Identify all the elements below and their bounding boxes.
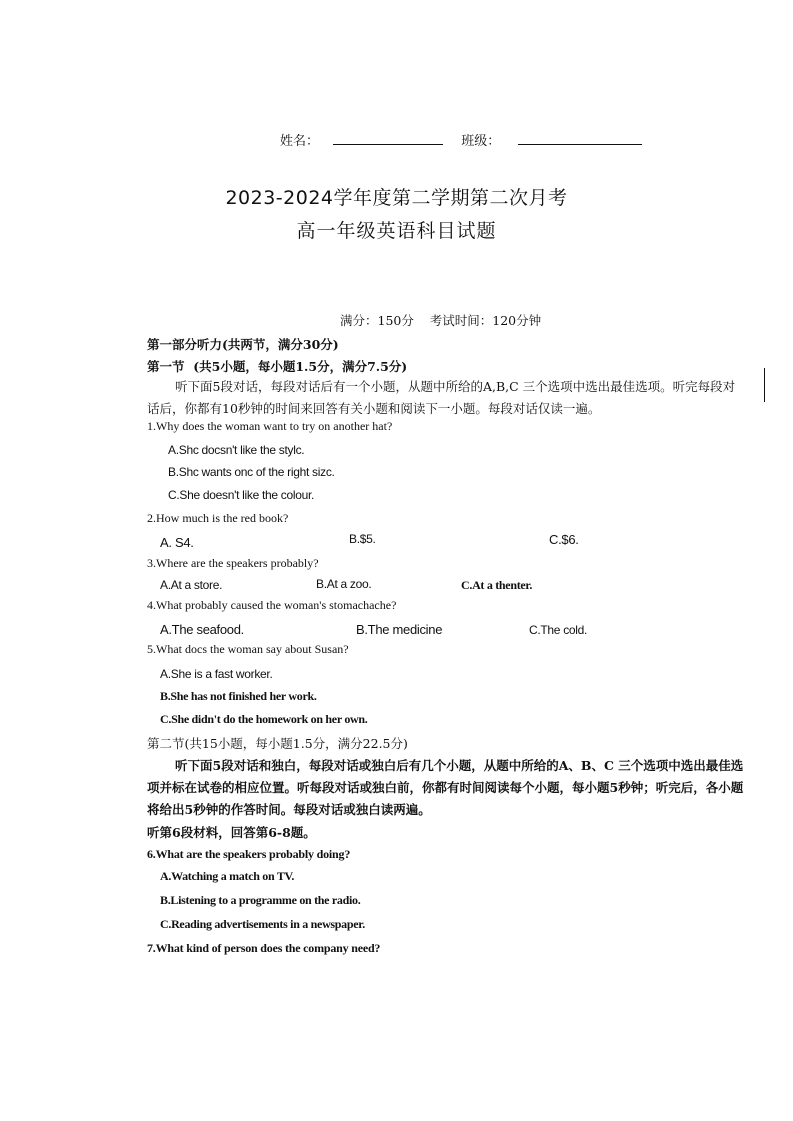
q6-option-a[interactable]: A.Watching a match on TV.	[160, 869, 295, 883]
material-note: 听第6段材料，回答第6-8题。	[147, 825, 316, 840]
question-3: 3.Where are the speakers probably?	[147, 556, 319, 570]
q2-option-b[interactable]: B.$5.	[349, 532, 376, 546]
section2-heading: 第二节(共15小题，每小题1.5分，满分22.5分)	[147, 736, 408, 751]
question-6: 6.What are the speakers probably doing?	[147, 847, 351, 861]
q5-option-c[interactable]: C.She didn't do the homework on her own.	[160, 712, 368, 726]
section2-instructions: 听下面5段对话和独白，每段对话或独白后有几个小题，从题中所给的A、B、C 三个选项中选出最佳选项并标在试卷的相应位置。听每段对话或独白前，你都有时间阅读每个小题，每小题5秒钟；听完后，各小题将给出5秒钟的作答时间。每段对话或独白读两遍。	[147, 758, 744, 817]
q5-option-a[interactable]: A.She is a fast worker.	[160, 667, 273, 681]
class-label: 班级：	[461, 134, 501, 149]
q6-option-c[interactable]: C.Reading advertisements in a newspaper.	[160, 917, 365, 931]
part1-heading: 第一部分听力(共两节，满分30分)	[147, 337, 339, 352]
section1-instructions: 听下面5段对话，每段对话后有一个小题，从题中所给的A,B,C 三个选项中选出最佳选项。听完每段对话后，你都有10秒钟的时间来回答有关小题和阅读下一小题。每段对话仅读一遍。	[147, 379, 736, 416]
q3-option-b[interactable]: B.At a zoo.	[316, 577, 372, 591]
exam-meta: 满分：150分 考试时间：120分钟	[340, 313, 542, 328]
name-blank[interactable]	[333, 132, 443, 145]
q5-option-b[interactable]: B.She has not finished her work.	[160, 689, 317, 703]
q3-option-c[interactable]: C.At a thenter.	[461, 578, 533, 592]
question-7: 7.What kind of person does the company need?	[147, 941, 381, 955]
q4-option-c[interactable]: C.The cold.	[529, 623, 588, 637]
q1-option-b[interactable]: B.Shc wants onc of the right sizc.	[168, 465, 335, 479]
section1-heading: 第一节 (共5小题，每小题1.5分，满分7.5分)	[147, 359, 408, 374]
question-1: 1.Why does the woman want to try on another hat?	[147, 419, 393, 433]
q2-option-c[interactable]: C.$6.	[549, 532, 579, 547]
q3-option-a[interactable]: A.At a store.	[160, 578, 223, 592]
margin-mark	[764, 368, 765, 402]
q1-option-a[interactable]: A.Shc docsn't like the stylc.	[168, 443, 305, 457]
name-label: 姓名：	[280, 134, 320, 149]
question-4: 4.What probably caused the woman's stomachache?	[147, 598, 397, 612]
q6-option-b[interactable]: B.Listening to a programme on the radio.	[160, 893, 361, 907]
q4-option-b[interactable]: B.The medicine	[356, 622, 443, 637]
question-2: 2.How much is the red book?	[147, 511, 289, 525]
q1-option-c[interactable]: C.She doesn't like the colour.	[168, 488, 315, 502]
class-blank[interactable]	[518, 132, 642, 145]
q4-option-a[interactable]: A.The seafood.	[160, 622, 244, 637]
exam-title: 2023-2024学年度第二学期第二次月考	[225, 187, 568, 209]
question-5: 5.What docs the woman say about Susan?	[147, 642, 349, 656]
q2-option-a[interactable]: A. S4.	[160, 535, 194, 550]
exam-subtitle: 高一年级英语科目试题	[296, 220, 497, 242]
name-class-row	[280, 130, 642, 149]
